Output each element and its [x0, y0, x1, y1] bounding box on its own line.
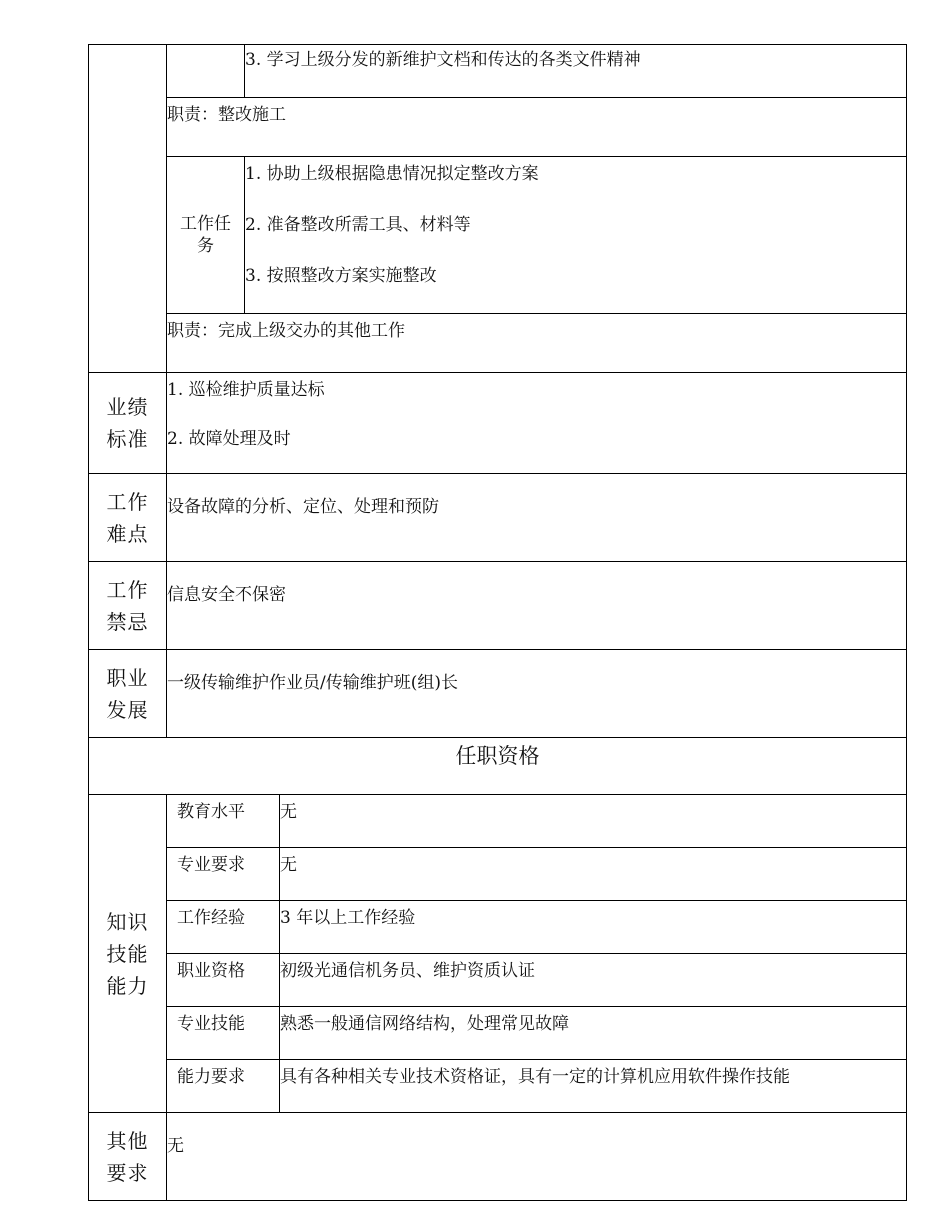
- qualification-value: 无: [280, 795, 907, 848]
- qualification-section-title: 任职资格: [89, 738, 907, 795]
- duty2-task-label: 工作任务: [167, 157, 245, 314]
- qualification-key: 能力要求: [167, 1060, 280, 1113]
- difficulty-text: 设备故障的分析、定位、处理和预防: [167, 474, 907, 562]
- qualification-item-row: [167, 795, 906, 848]
- career-row: [89, 650, 907, 738]
- qualification-inner-table: [167, 795, 906, 1112]
- duty1-task-item: [245, 45, 907, 98]
- other-row: [89, 1113, 907, 1201]
- qualification-item-row: [167, 848, 906, 901]
- duty2-title: 职责：整改施工: [167, 98, 906, 157]
- task-item: 3. 按照整改方案实施整改: [245, 266, 437, 286]
- duties-label-cell: [89, 45, 167, 373]
- task-item: 2. 准备整改所需工具、材料等: [245, 215, 471, 235]
- qualification-key: 职业资格: [167, 954, 280, 1007]
- qualification-group-label: 知识技能能力: [89, 795, 167, 1113]
- career-text: 一级传输维护作业员/传输维护班(组)长: [167, 650, 907, 738]
- duty3-title: 职责：完成上级交办的其他工作: [167, 321, 405, 341]
- duties-continuation-row: [89, 45, 907, 373]
- performance-label: 业绩标准: [89, 373, 167, 474]
- qualification-value: 初级光通信机务员、维护资质认证: [280, 954, 907, 1007]
- qualification-item-row: [167, 1060, 906, 1113]
- duty2-task-list: [245, 157, 907, 314]
- qualification-header-row: [89, 738, 907, 795]
- job-description-table: [88, 44, 907, 1201]
- qualification-item-row: [167, 954, 906, 1007]
- duty1-task-label: [167, 45, 245, 98]
- qualification-value: 无: [280, 848, 907, 901]
- duties-inner-table: [167, 45, 906, 372]
- performance-row: [89, 373, 907, 474]
- qualification-item-row: [167, 901, 906, 954]
- other-text: 无: [167, 1113, 907, 1201]
- taboo-label: 工作禁忌: [89, 562, 167, 650]
- qualification-key: 专业技能: [167, 1007, 280, 1060]
- qualification-value: 熟悉一般通信网络结构，处理常见故障: [280, 1007, 907, 1060]
- qualification-value: 具有各种相关专业技术资格证，具有一定的计算机应用软件操作技能: [280, 1067, 790, 1087]
- duties-content-cell: [167, 45, 907, 373]
- qualification-key: 专业要求: [167, 848, 280, 901]
- task-item: 3. 学习上级分发的新维护文档和传达的各类文件精神: [245, 50, 641, 70]
- qualification-item-row: [167, 1007, 906, 1060]
- performance-item: 2. 故障处理及时: [167, 429, 291, 449]
- career-label: 职业发展: [89, 650, 167, 738]
- qualification-content: [167, 795, 907, 1113]
- duty1-task-row: [167, 45, 906, 98]
- performance-content: [167, 373, 907, 474]
- difficulty-label: 工作难点: [89, 474, 167, 562]
- taboo-row: [89, 562, 907, 650]
- performance-item: 1. 巡检维护质量达标: [167, 380, 325, 400]
- duty3-title-row: [167, 314, 906, 373]
- qualification-value: 3 年以上工作经验: [280, 901, 907, 954]
- other-label: 其他要求: [89, 1113, 167, 1201]
- qualification-key: 教育水平: [167, 795, 280, 848]
- taboo-text: 信息安全不保密: [167, 562, 907, 650]
- qualification-row: [89, 795, 907, 1113]
- duty2-title-row: [167, 98, 906, 157]
- duty2-task-row: [167, 157, 906, 314]
- qualification-key: 工作经验: [167, 901, 280, 954]
- task-item: 1. 协助上级根据隐患情况拟定整改方案: [245, 164, 539, 184]
- difficulty-row: [89, 474, 907, 562]
